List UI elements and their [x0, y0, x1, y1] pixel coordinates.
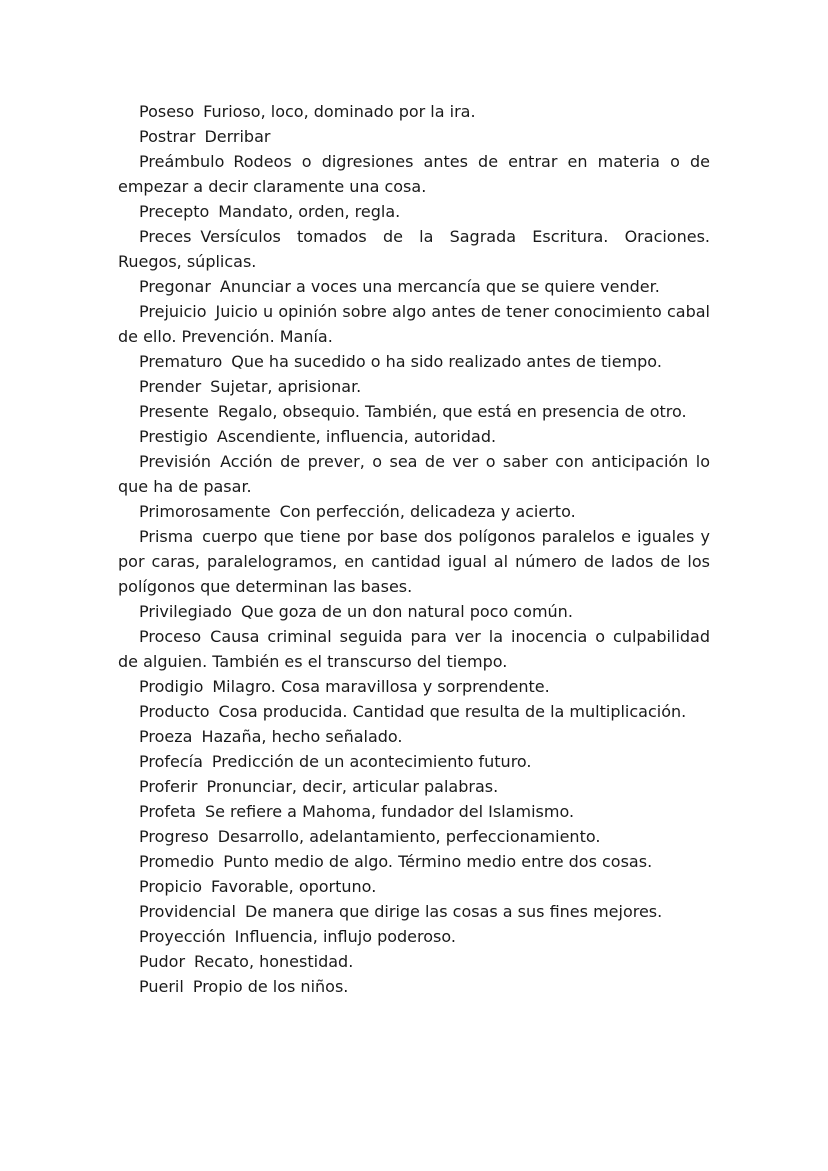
- entry-term: Postrar: [139, 127, 196, 146]
- entry-definition: Regalo, obsequio. También, que está en presencia de otro.: [217, 402, 687, 421]
- entry-definition: Cosa producida. Cantidad que resulta de la multiplicación.: [218, 702, 687, 721]
- glossary-entry-preces: [118, 224, 710, 274]
- entry-term: Pueril: [139, 977, 184, 996]
- entry-definition: Pronunciar, decir, articular palabras.: [206, 777, 499, 796]
- entry-definition: Derribar: [204, 127, 271, 146]
- glossary-entry-pregonar: [118, 274, 710, 299]
- entry-definition: Juicio u opinión sobre algo antes de tener conocimiento cabal de ello. Prevención. Manía.: [118, 302, 710, 346]
- glossary-entry-prender: [118, 374, 710, 399]
- entry-definition: Hazaña, hecho señalado.: [201, 727, 403, 746]
- glossary-entry-promedio: [118, 849, 710, 874]
- entry-definition: Favorable, oportuno.: [211, 877, 377, 896]
- entry-definition: Ascendiente, influencia, autoridad.: [216, 427, 497, 446]
- entry-term: Pudor: [139, 952, 186, 971]
- entry-term: Primorosamente: [139, 502, 271, 521]
- entry-definition: Causa criminal seguida para ver la inocencia o culpabilidad de alguien. También es el transcurso del tiempo.: [118, 627, 710, 671]
- entry-definition: Se refiere a Mahoma, fundador del Islamismo.: [204, 802, 575, 821]
- entry-definition: Propio de los niños.: [192, 977, 349, 996]
- glossary-entry-profecia: [118, 749, 710, 774]
- entry-term: Prisma: [139, 527, 194, 546]
- entry-definition: Milagro. Cosa maravillosa y sorprendente.: [212, 677, 550, 696]
- entry-term: Prestigio: [139, 427, 208, 446]
- entry-definition: Desarrollo, adelantamiento, perfeccionamiento.: [217, 827, 601, 846]
- glossary-entry-prodigio: [118, 674, 710, 699]
- entry-definition: Anunciar a voces una mercancía que se quiere vender.: [219, 277, 660, 296]
- entry-definition: Acción de prever, o sea de ver o saber con anticipación lo que ha de pasar.: [118, 452, 710, 496]
- entry-term: Prender: [139, 377, 202, 396]
- entry-term: Proeza: [139, 727, 193, 746]
- entry-term: Preces: [139, 227, 192, 246]
- entry-definition: cuerpo que tiene por base dos polígonos paralelos e iguales y por caras, paralelogramos, en cantidad igual al número de lados de los polígonos que determinan las bases.: [118, 527, 710, 596]
- entry-definition: Furioso, loco, dominado por la ira.: [203, 102, 476, 121]
- entry-definition: De manera que dirige las cosas a sus fines mejores.: [244, 902, 663, 921]
- glossary-entry-presente: [118, 399, 710, 424]
- entry-definition: Que goza de un don natural poco común.: [240, 602, 573, 621]
- entry-definition: Rodeos o digresiones antes de entrar en materia o de empezar a decir claramente una cosa.: [118, 152, 710, 196]
- glossary-entry-prisma: [118, 524, 710, 599]
- entry-term: Proceso: [139, 627, 202, 646]
- entry-term: Prematuro: [139, 352, 223, 371]
- glossary-entry-proceso: [118, 624, 710, 674]
- glossary-entry-proferir: [118, 774, 710, 799]
- entry-definition: Sujetar, aprisionar.: [210, 377, 362, 396]
- entry-definition: Mandato, orden, regla.: [218, 202, 401, 221]
- glossary-entry-pudor: [118, 949, 710, 974]
- entry-definition: Punto medio de algo. Término medio entre dos cosas.: [223, 852, 653, 871]
- entry-definition: Que ha sucedido o ha sido realizado antes de tiempo.: [231, 352, 662, 371]
- entry-term: Previsión: [139, 452, 212, 471]
- glossary-entry-proyeccion: [118, 924, 710, 949]
- entry-term: Prejuicio: [139, 302, 207, 321]
- entry-definition: Versículos tomados de la Sagrada Escritura. Oraciones. Ruegos, súplicas.: [118, 227, 710, 271]
- entry-term: Profecía: [139, 752, 203, 771]
- glossary-entry-propicio: [118, 874, 710, 899]
- glossary-entry-producto: [118, 699, 710, 724]
- glossary-entry-pueril: [118, 974, 710, 999]
- glossary-entry-primorosamente: [118, 499, 710, 524]
- entry-term: Providencial: [139, 902, 236, 921]
- glossary-entry-prejuicio: [118, 299, 710, 349]
- entry-term: Presente: [139, 402, 209, 421]
- glossary-entry-profeta: [118, 799, 710, 824]
- glossary-page: [118, 99, 710, 999]
- glossary-entry-prevision: [118, 449, 710, 499]
- entry-term: Precepto: [139, 202, 210, 221]
- entry-term: Poseso: [139, 102, 195, 121]
- entry-definition: Con perfección, delicadeza y acierto.: [279, 502, 576, 521]
- glossary-entry-postrar: [118, 124, 710, 149]
- entry-definition: Predicción de un acontecimiento futuro.: [211, 752, 532, 771]
- glossary-entry-providencial: [118, 899, 710, 924]
- entry-definition: Influencia, influjo poderoso.: [234, 927, 456, 946]
- glossary-entry-privilegiado: [118, 599, 710, 624]
- entry-term: Promedio: [139, 852, 215, 871]
- entry-term: Pregonar: [139, 277, 211, 296]
- glossary-entry-preambulo: [118, 149, 710, 199]
- glossary-entry-poseso: [118, 99, 710, 124]
- entry-term: Progreso: [139, 827, 209, 846]
- entry-definition: Recato, honestidad.: [194, 952, 354, 971]
- glossary-entry-prestigio: [118, 424, 710, 449]
- entry-term: Privilegiado: [139, 602, 232, 621]
- entry-term: Prodigio: [139, 677, 204, 696]
- entry-term: Profeta: [139, 802, 196, 821]
- entry-term: Proferir: [139, 777, 198, 796]
- glossary-entry-proeza: [118, 724, 710, 749]
- entry-term: Producto: [139, 702, 210, 721]
- glossary-entry-prematuro: [118, 349, 710, 374]
- entry-term: Propicio: [139, 877, 203, 896]
- entry-term: Preámbulo: [139, 152, 225, 171]
- entry-term: Proyección: [139, 927, 226, 946]
- glossary-entry-precepto: [118, 199, 710, 224]
- glossary-entry-progreso: [118, 824, 710, 849]
